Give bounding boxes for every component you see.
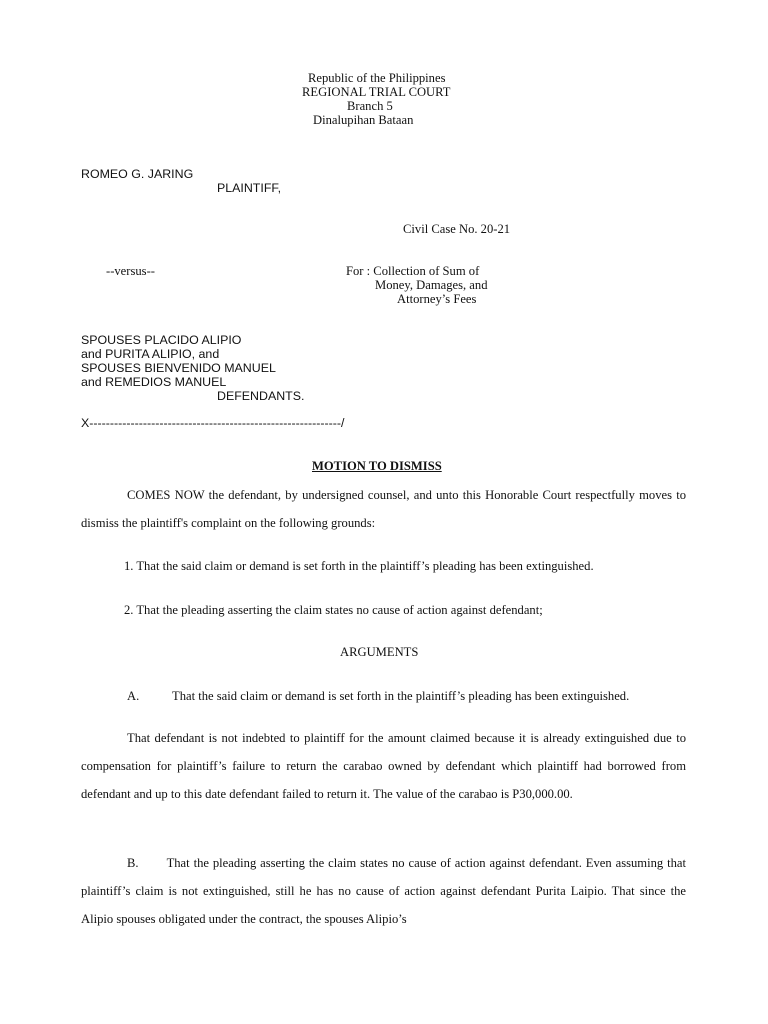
- republic-line: Republic of the Philippines: [308, 71, 446, 85]
- location-line: Dinalupihan Bataan: [313, 113, 414, 127]
- motion-title: MOTION TO DISMISS: [312, 459, 442, 473]
- argument-a-label: A.: [127, 689, 140, 703]
- for-line-3: Attorney’s Fees: [397, 292, 477, 306]
- argument-b-text: That the pleading asserting the claim states no cause of action against defendant. Even assuming that plaintiff’s claim is not extinguished, still he has no cause of action against defendant Purita Laipio. That since the Alipio spouses obligated under the contract, the spouses Alipio’s: [81, 856, 686, 926]
- for-line-1: For : Collection of Sum of: [346, 264, 480, 278]
- case-number: Civil Case No. 20-21: [403, 222, 511, 236]
- ground-1: 1. That the said claim or demand is set forth in the plaintiff’s pleading has been extinguished.: [124, 559, 594, 573]
- ground-2: 2. That the pleading asserting the claim states no cause of action against defendant;: [124, 603, 543, 617]
- motion-intro: COMES NOW the defendant, by undersigned counsel, and unto this Honorable Court respectfully moves to dismiss the plaintiff's complaint on the following grounds:: [81, 488, 686, 530]
- versus-line: --versus--: [106, 264, 155, 278]
- argument-a-body: That defendant is not indebted to plaintiff for the amount claimed because it is already extinguished due to compensation for plaintiff’s failure to return the carabao owned by defendant which plaintiff had borrowed from defendant and up to this date defendant failed to return it. The value of the carabao is P30,000.00.: [81, 731, 686, 801]
- argument-b-label: B.: [127, 856, 139, 870]
- defendant-line-2: and PURITA ALIPIO, and: [81, 347, 220, 361]
- defendant-line-3: SPOUSES BIENVENIDO MANUEL: [81, 361, 276, 375]
- for-line-2: Money, Damages, and: [375, 278, 488, 292]
- branch-line: Branch 5: [347, 99, 393, 113]
- defendant-line-1: SPOUSES PLACIDO ALIPIO: [81, 333, 242, 347]
- arguments-heading: ARGUMENTS: [340, 645, 419, 659]
- plaintiff-name: ROMEO G. JARING: [81, 167, 194, 181]
- court-name: REGIONAL TRIAL COURT: [302, 85, 451, 99]
- defendant-role: DEFENDANTS.: [217, 389, 305, 403]
- argument-b-body: [81, 849, 686, 933]
- caption-separator: X-------------------------------------------------------------/: [81, 416, 345, 430]
- defendant-line-4: and REMEDIOS MANUEL: [81, 375, 227, 389]
- argument-a-heading: That the said claim or demand is set forth in the plaintiff’s pleading has been extinguished.: [172, 689, 630, 703]
- plaintiff-role: PLAINTIFF,: [217, 181, 282, 195]
